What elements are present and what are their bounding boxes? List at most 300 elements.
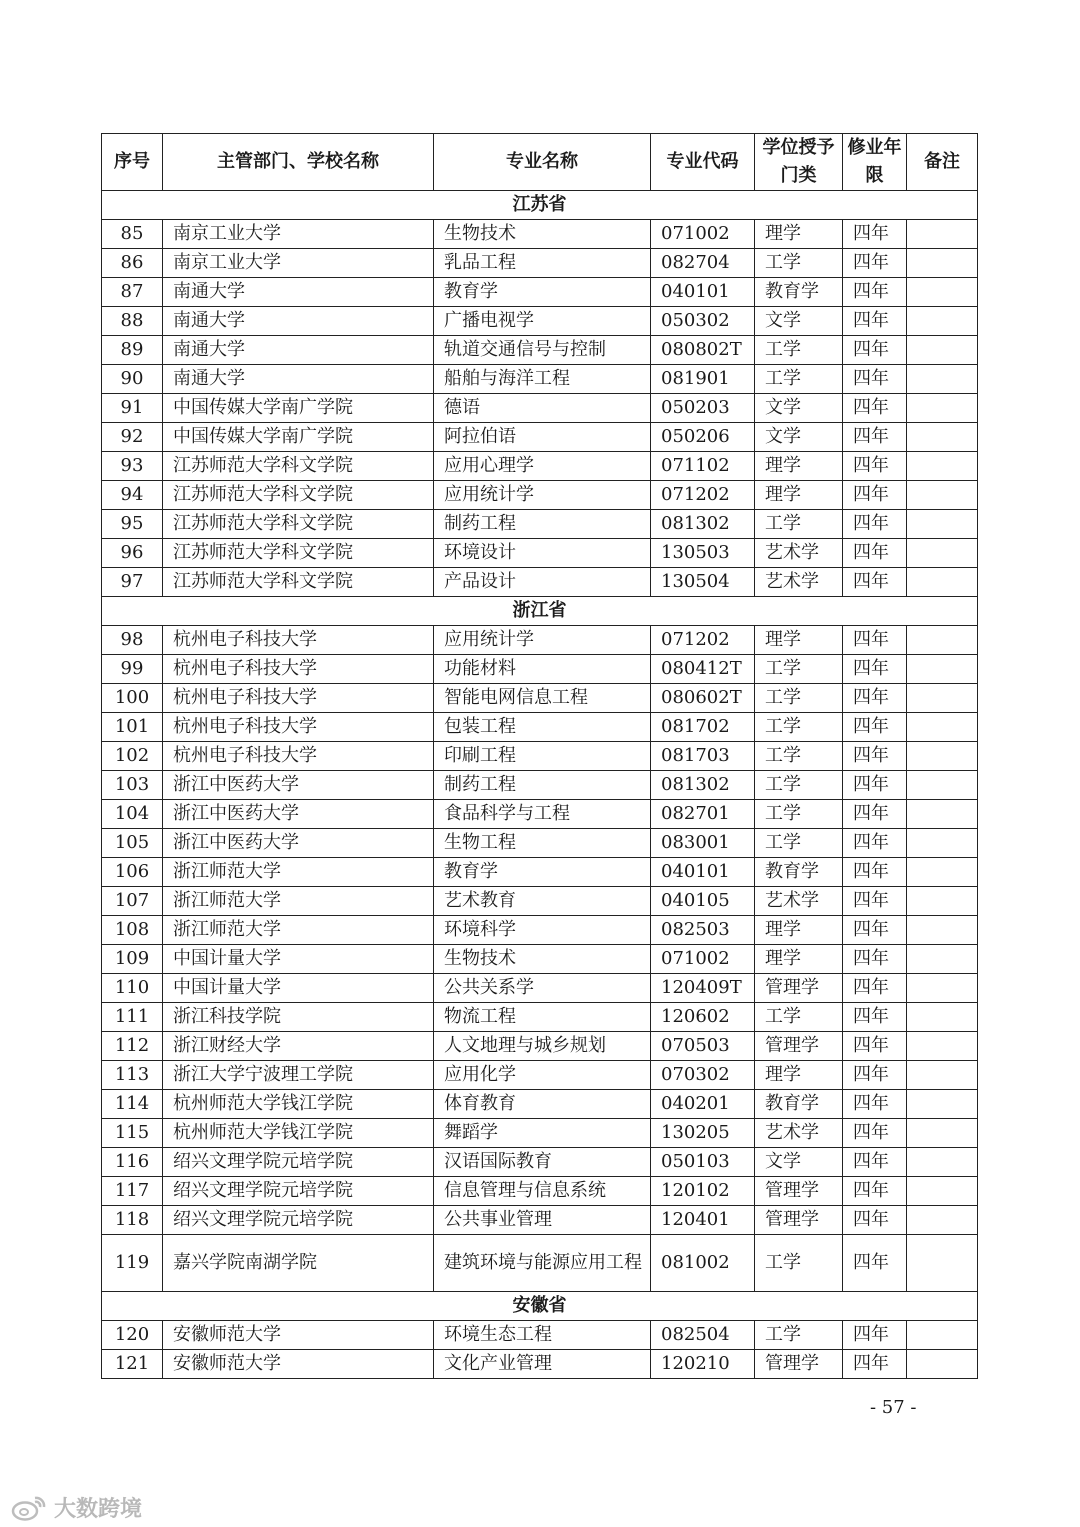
- study-years-cell: 四年: [843, 1090, 907, 1119]
- school-name-cell: 浙江师范大学: [163, 887, 434, 916]
- remarks-cell: [907, 1206, 978, 1235]
- row-number-cell: 98: [102, 626, 163, 655]
- school-name-cell: 杭州师范大学钱江学院: [163, 1119, 434, 1148]
- degree-category-cell: 理学: [755, 220, 843, 249]
- school-name-cell: 中国计量大学: [163, 974, 434, 1003]
- degree-category-cell: 文学: [755, 423, 843, 452]
- row-number-cell: 91: [102, 394, 163, 423]
- row-number-cell: 120: [102, 1321, 163, 1350]
- province-name: 浙江省: [102, 597, 978, 626]
- major-code-cell: 071002: [651, 945, 755, 974]
- major-code-cell: 082704: [651, 249, 755, 278]
- school-name-cell: 安徽师范大学: [163, 1321, 434, 1350]
- study-years-cell: 四年: [843, 510, 907, 539]
- remarks-cell: [907, 1148, 978, 1177]
- major-code-cell: 050302: [651, 307, 755, 336]
- major-name-cell: 乳品工程: [434, 249, 651, 278]
- major-code-cell: 081302: [651, 510, 755, 539]
- remarks-cell: [907, 1119, 978, 1148]
- row-number-cell: 117: [102, 1177, 163, 1206]
- row-number-cell: 113: [102, 1061, 163, 1090]
- remarks-cell: [907, 916, 978, 945]
- row-number-cell: 89: [102, 336, 163, 365]
- table-row: [102, 684, 978, 713]
- study-years-cell: 四年: [843, 800, 907, 829]
- degree-category-cell: 工学: [755, 336, 843, 365]
- table-row: [102, 916, 978, 945]
- degree-category-cell: 管理学: [755, 1350, 843, 1379]
- degree-category-cell: 管理学: [755, 974, 843, 1003]
- degree-category-cell: 文学: [755, 1148, 843, 1177]
- degree-category-cell: 管理学: [755, 1177, 843, 1206]
- school-name-cell: 南通大学: [163, 365, 434, 394]
- study-years-cell: 四年: [843, 481, 907, 510]
- remarks-cell: [907, 742, 978, 771]
- major-code-cell: 050206: [651, 423, 755, 452]
- degree-category-cell: 工学: [755, 249, 843, 278]
- major-name-cell: 生物技术: [434, 945, 651, 974]
- table-row: [102, 626, 978, 655]
- study-years-cell: 四年: [843, 1003, 907, 1032]
- degree-category-cell: 工学: [755, 771, 843, 800]
- major-code-cell: 071102: [651, 452, 755, 481]
- major-code-cell: 130504: [651, 568, 755, 597]
- study-years-cell: 四年: [843, 887, 907, 916]
- study-years-cell: 四年: [843, 1032, 907, 1061]
- school-name-cell: 浙江师范大学: [163, 858, 434, 887]
- school-name-cell: 江苏师范大学科文学院: [163, 568, 434, 597]
- school-name-cell: 浙江师范大学: [163, 916, 434, 945]
- major-code-cell: 070302: [651, 1061, 755, 1090]
- remarks-cell: [907, 220, 978, 249]
- degree-category-cell: 工学: [755, 800, 843, 829]
- study-years-cell: 四年: [843, 1206, 907, 1235]
- degree-category-cell: 理学: [755, 1061, 843, 1090]
- row-number-cell: 102: [102, 742, 163, 771]
- study-years-cell: 四年: [843, 1119, 907, 1148]
- table-row: [102, 481, 978, 510]
- major-code-cell: 080412T: [651, 655, 755, 684]
- major-code-cell: 081702: [651, 713, 755, 742]
- major-name-cell: 应用统计学: [434, 626, 651, 655]
- remarks-cell: [907, 771, 978, 800]
- major-name-cell: 文化产业管理: [434, 1350, 651, 1379]
- study-years-cell: 四年: [843, 539, 907, 568]
- study-years-cell: 四年: [843, 829, 907, 858]
- row-number-cell: 94: [102, 481, 163, 510]
- table-row: [102, 510, 978, 539]
- watermark: [10, 1492, 142, 1523]
- province-header-row: [102, 191, 978, 220]
- row-number-cell: 104: [102, 800, 163, 829]
- row-number-cell: 85: [102, 220, 163, 249]
- header-cell: 序号: [102, 134, 163, 191]
- major-name-cell: 智能电网信息工程: [434, 684, 651, 713]
- major-code-cell: 130205: [651, 1119, 755, 1148]
- table-row: [102, 1090, 978, 1119]
- major-name-cell: 制药工程: [434, 771, 651, 800]
- row-number-cell: 110: [102, 974, 163, 1003]
- degree-category-cell: 艺术学: [755, 539, 843, 568]
- remarks-cell: [907, 713, 978, 742]
- major-name-cell: 生物工程: [434, 829, 651, 858]
- table-row: [102, 974, 978, 1003]
- degree-category-cell: 理学: [755, 945, 843, 974]
- table-row: [102, 800, 978, 829]
- row-number-cell: 103: [102, 771, 163, 800]
- header-cell: 修业年限: [843, 134, 907, 191]
- table-row: [102, 1350, 978, 1379]
- school-name-cell: 浙江中医药大学: [163, 829, 434, 858]
- study-years-cell: 四年: [843, 945, 907, 974]
- row-number-cell: 100: [102, 684, 163, 713]
- major-code-cell: 050103: [651, 1148, 755, 1177]
- major-code-cell: 070503: [651, 1032, 755, 1061]
- row-number-cell: 90: [102, 365, 163, 394]
- degree-category-cell: 教育学: [755, 1090, 843, 1119]
- study-years-cell: 四年: [843, 858, 907, 887]
- table-row: [102, 858, 978, 887]
- major-code-cell: 120102: [651, 1177, 755, 1206]
- degree-category-cell: 教育学: [755, 278, 843, 307]
- study-years-cell: 四年: [843, 742, 907, 771]
- major-name-cell: 产品设计: [434, 568, 651, 597]
- remarks-cell: [907, 365, 978, 394]
- school-name-cell: 中国传媒大学南广学院: [163, 423, 434, 452]
- study-years-cell: 四年: [843, 220, 907, 249]
- study-years-cell: 四年: [843, 1350, 907, 1379]
- degree-category-cell: 管理学: [755, 1032, 843, 1061]
- study-years-cell: 四年: [843, 452, 907, 481]
- table-row: [102, 829, 978, 858]
- table-row: [102, 1032, 978, 1061]
- row-number-cell: 108: [102, 916, 163, 945]
- degree-category-cell: 艺术学: [755, 887, 843, 916]
- major-code-cell: 130503: [651, 539, 755, 568]
- major-code-cell: 081703: [651, 742, 755, 771]
- school-name-cell: 绍兴文理学院元培学院: [163, 1206, 434, 1235]
- major-code-cell: 081302: [651, 771, 755, 800]
- remarks-cell: [907, 684, 978, 713]
- study-years-cell: 四年: [843, 655, 907, 684]
- school-name-cell: 浙江大学宁波理工学院: [163, 1061, 434, 1090]
- school-name-cell: 安徽师范大学: [163, 1350, 434, 1379]
- degree-category-cell: 理学: [755, 452, 843, 481]
- study-years-cell: 四年: [843, 771, 907, 800]
- degree-category-cell: 工学: [755, 1321, 843, 1350]
- row-number-cell: 96: [102, 539, 163, 568]
- major-code-cell: 081002: [651, 1235, 755, 1292]
- remarks-cell: [907, 1032, 978, 1061]
- major-name-cell: 包装工程: [434, 713, 651, 742]
- remarks-cell: [907, 336, 978, 365]
- school-name-cell: 江苏师范大学科文学院: [163, 510, 434, 539]
- school-name-cell: 杭州师范大学钱江学院: [163, 1090, 434, 1119]
- major-name-cell: 印刷工程: [434, 742, 651, 771]
- table-row: [102, 1119, 978, 1148]
- school-name-cell: 杭州电子科技大学: [163, 713, 434, 742]
- remarks-cell: [907, 829, 978, 858]
- major-name-cell: 应用统计学: [434, 481, 651, 510]
- majors-table: [101, 133, 978, 1379]
- degree-category-cell: 工学: [755, 510, 843, 539]
- remarks-cell: [907, 800, 978, 829]
- table-row: [102, 220, 978, 249]
- school-name-cell: 南通大学: [163, 336, 434, 365]
- study-years-cell: 四年: [843, 684, 907, 713]
- row-number-cell: 114: [102, 1090, 163, 1119]
- school-name-cell: 中国计量大学: [163, 945, 434, 974]
- degree-category-cell: 艺术学: [755, 568, 843, 597]
- row-number-cell: 86: [102, 249, 163, 278]
- remarks-cell: [907, 1177, 978, 1206]
- school-name-cell: 南通大学: [163, 307, 434, 336]
- degree-category-cell: 艺术学: [755, 1119, 843, 1148]
- school-name-cell: 杭州电子科技大学: [163, 655, 434, 684]
- table-row: [102, 1235, 978, 1292]
- major-name-cell: 舞蹈学: [434, 1119, 651, 1148]
- remarks-cell: [907, 1061, 978, 1090]
- major-name-cell: 教育学: [434, 278, 651, 307]
- table-row: [102, 1206, 978, 1235]
- major-code-cell: 071202: [651, 481, 755, 510]
- major-name-cell: 环境设计: [434, 539, 651, 568]
- table-row: [102, 423, 978, 452]
- remarks-cell: [907, 510, 978, 539]
- major-name-cell: 制药工程: [434, 510, 651, 539]
- remarks-cell: [907, 394, 978, 423]
- remarks-cell: [907, 307, 978, 336]
- degree-category-cell: 工学: [755, 1003, 843, 1032]
- school-name-cell: 中国传媒大学南广学院: [163, 394, 434, 423]
- study-years-cell: 四年: [843, 278, 907, 307]
- study-years-cell: 四年: [843, 916, 907, 945]
- school-name-cell: 南通大学: [163, 278, 434, 307]
- major-code-cell: 120409T: [651, 974, 755, 1003]
- remarks-cell: [907, 1235, 978, 1292]
- study-years-cell: 四年: [843, 1321, 907, 1350]
- row-number-cell: 107: [102, 887, 163, 916]
- school-name-cell: 江苏师范大学科文学院: [163, 481, 434, 510]
- table-row: [102, 365, 978, 394]
- major-code-cell: 083001: [651, 829, 755, 858]
- remarks-cell: [907, 1321, 978, 1350]
- study-years-cell: 四年: [843, 423, 907, 452]
- major-name-cell: 环境科学: [434, 916, 651, 945]
- province-header-row: [102, 1292, 978, 1321]
- major-code-cell: 071002: [651, 220, 755, 249]
- table-row: [102, 249, 978, 278]
- study-years-cell: 四年: [843, 1061, 907, 1090]
- table-row: [102, 655, 978, 684]
- province-name: 安徽省: [102, 1292, 978, 1321]
- table-row: [102, 1148, 978, 1177]
- row-number-cell: 93: [102, 452, 163, 481]
- row-number-cell: 97: [102, 568, 163, 597]
- major-code-cell: 040101: [651, 858, 755, 887]
- major-name-cell: 应用化学: [434, 1061, 651, 1090]
- major-code-cell: 040101: [651, 278, 755, 307]
- remarks-cell: [907, 423, 978, 452]
- remarks-cell: [907, 481, 978, 510]
- major-code-cell: 040201: [651, 1090, 755, 1119]
- school-name-cell: 浙江中医药大学: [163, 800, 434, 829]
- header-cell: 备注: [907, 134, 978, 191]
- major-name-cell: 阿拉伯语: [434, 423, 651, 452]
- major-name-cell: 生物技术: [434, 220, 651, 249]
- remarks-cell: [907, 452, 978, 481]
- degree-category-cell: 理学: [755, 481, 843, 510]
- degree-category-cell: 工学: [755, 655, 843, 684]
- table-row: [102, 887, 978, 916]
- degree-category-cell: 管理学: [755, 1206, 843, 1235]
- page-number: - 57 -: [870, 1397, 917, 1418]
- major-code-cell: 080602T: [651, 684, 755, 713]
- table-row: [102, 336, 978, 365]
- weibo-logo-icon: [10, 1494, 48, 1522]
- row-number-cell: 95: [102, 510, 163, 539]
- table-row: [102, 568, 978, 597]
- school-name-cell: 浙江科技学院: [163, 1003, 434, 1032]
- major-code-cell: 050203: [651, 394, 755, 423]
- school-name-cell: 浙江财经大学: [163, 1032, 434, 1061]
- major-name-cell: 轨道交通信号与控制: [434, 336, 651, 365]
- major-name-cell: 环境生态工程: [434, 1321, 651, 1350]
- study-years-cell: 四年: [843, 1235, 907, 1292]
- row-number-cell: 112: [102, 1032, 163, 1061]
- major-name-cell: 艺术教育: [434, 887, 651, 916]
- degree-category-cell: 理学: [755, 916, 843, 945]
- row-number-cell: 87: [102, 278, 163, 307]
- study-years-cell: 四年: [843, 713, 907, 742]
- school-name-cell: 嘉兴学院南湖学院: [163, 1235, 434, 1292]
- major-name-cell: 船舶与海洋工程: [434, 365, 651, 394]
- major-name-cell: 人文地理与城乡规划: [434, 1032, 651, 1061]
- school-name-cell: 江苏师范大学科文学院: [163, 539, 434, 568]
- header-cell: 专业名称: [434, 134, 651, 191]
- major-name-cell: 体育教育: [434, 1090, 651, 1119]
- study-years-cell: 四年: [843, 336, 907, 365]
- table-row: [102, 278, 978, 307]
- row-number-cell: 118: [102, 1206, 163, 1235]
- school-name-cell: 杭州电子科技大学: [163, 742, 434, 771]
- row-number-cell: 121: [102, 1350, 163, 1379]
- remarks-cell: [907, 858, 978, 887]
- study-years-cell: 四年: [843, 1148, 907, 1177]
- province-name: 江苏省: [102, 191, 978, 220]
- study-years-cell: 四年: [843, 365, 907, 394]
- remarks-cell: [907, 887, 978, 916]
- row-number-cell: 109: [102, 945, 163, 974]
- remarks-cell: [907, 278, 978, 307]
- degree-category-cell: 教育学: [755, 858, 843, 887]
- major-name-cell: 公共关系学: [434, 974, 651, 1003]
- remarks-cell: [907, 974, 978, 1003]
- school-name-cell: 南京工业大学: [163, 220, 434, 249]
- major-code-cell: 082701: [651, 800, 755, 829]
- degree-category-cell: 文学: [755, 394, 843, 423]
- row-number-cell: 92: [102, 423, 163, 452]
- header-cell: 专业代码: [651, 134, 755, 191]
- school-name-cell: 浙江中医药大学: [163, 771, 434, 800]
- remarks-cell: [907, 539, 978, 568]
- major-code-cell: 040105: [651, 887, 755, 916]
- major-code-cell: 120401: [651, 1206, 755, 1235]
- table-body: [102, 191, 978, 1379]
- remarks-cell: [907, 626, 978, 655]
- major-name-cell: 公共事业管理: [434, 1206, 651, 1235]
- major-code-cell: 120602: [651, 1003, 755, 1032]
- major-name-cell: 建筑环境与能源应用工程: [434, 1235, 651, 1292]
- table-row: [102, 1003, 978, 1032]
- table-header-row: [102, 134, 978, 191]
- degree-category-cell: 工学: [755, 742, 843, 771]
- major-code-cell: 071202: [651, 626, 755, 655]
- major-name-cell: 食品科学与工程: [434, 800, 651, 829]
- major-code-cell: 080802T: [651, 336, 755, 365]
- major-name-cell: 德语: [434, 394, 651, 423]
- major-name-cell: 信息管理与信息系统: [434, 1177, 651, 1206]
- major-name-cell: 功能材料: [434, 655, 651, 684]
- degree-category-cell: 工学: [755, 365, 843, 394]
- school-name-cell: 绍兴文理学院元培学院: [163, 1148, 434, 1177]
- major-name-cell: 广播电视学: [434, 307, 651, 336]
- major-name-cell: 汉语国际教育: [434, 1148, 651, 1177]
- school-name-cell: 江苏师范大学科文学院: [163, 452, 434, 481]
- major-code-cell: 120210: [651, 1350, 755, 1379]
- table-row: [102, 945, 978, 974]
- table-row: [102, 452, 978, 481]
- header-cell: 学位授予门类: [755, 134, 843, 191]
- row-number-cell: 101: [102, 713, 163, 742]
- table-row: [102, 1061, 978, 1090]
- major-code-cell: 082503: [651, 916, 755, 945]
- row-number-cell: 119: [102, 1235, 163, 1292]
- study-years-cell: 四年: [843, 568, 907, 597]
- remarks-cell: [907, 568, 978, 597]
- school-name-cell: 杭州电子科技大学: [163, 684, 434, 713]
- study-years-cell: 四年: [843, 626, 907, 655]
- table-row: [102, 307, 978, 336]
- remarks-cell: [907, 249, 978, 278]
- header-cell: 主管部门、学校名称: [163, 134, 434, 191]
- remarks-cell: [907, 655, 978, 684]
- study-years-cell: 四年: [843, 307, 907, 336]
- province-header-row: [102, 597, 978, 626]
- table-row: [102, 771, 978, 800]
- remarks-cell: [907, 1350, 978, 1379]
- watermark-text: 大数跨境: [54, 1497, 143, 1522]
- degree-category-cell: 文学: [755, 307, 843, 336]
- table-row: [102, 1177, 978, 1206]
- row-number-cell: 105: [102, 829, 163, 858]
- row-number-cell: 116: [102, 1148, 163, 1177]
- table-row: [102, 394, 978, 423]
- table-row: [102, 742, 978, 771]
- major-code-cell: 082504: [651, 1321, 755, 1350]
- table-row: [102, 713, 978, 742]
- study-years-cell: 四年: [843, 249, 907, 278]
- school-name-cell: 绍兴文理学院元培学院: [163, 1177, 434, 1206]
- degree-category-cell: 工学: [755, 829, 843, 858]
- row-number-cell: 106: [102, 858, 163, 887]
- major-name-cell: 物流工程: [434, 1003, 651, 1032]
- row-number-cell: 88: [102, 307, 163, 336]
- row-number-cell: 115: [102, 1119, 163, 1148]
- major-code-cell: 081901: [651, 365, 755, 394]
- degree-category-cell: 工学: [755, 684, 843, 713]
- study-years-cell: 四年: [843, 394, 907, 423]
